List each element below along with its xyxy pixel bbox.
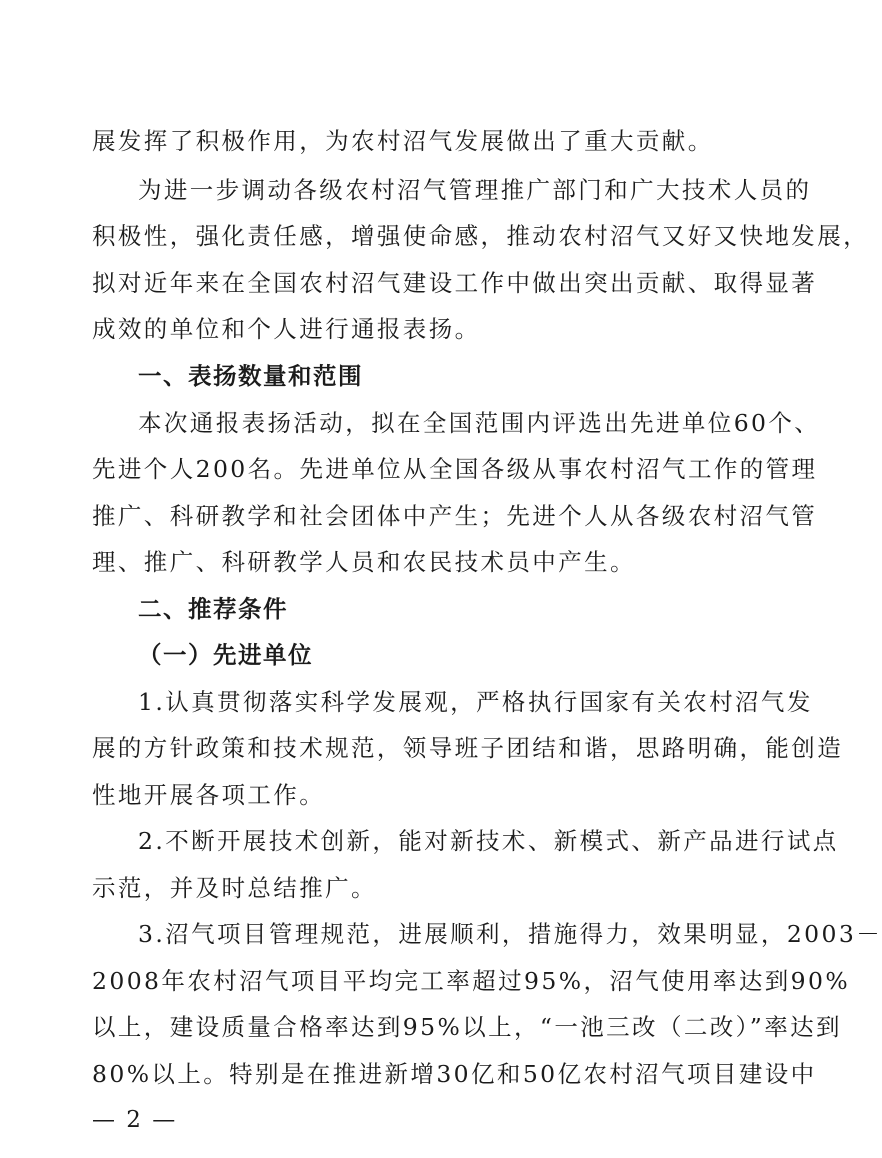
- paragraph-line: 2008年农村沼气项目平均完工率超过95%，沼气使用率达到90%: [92, 967, 851, 995]
- paragraph-line: 拟对近年来在全国农村沼气建设工作中做出突出贡献、取得显著: [92, 269, 818, 297]
- subsection-heading: （一）先进单位: [138, 641, 313, 669]
- paragraph-line: 展发挥了积极作用，为农村沼气发展做出了重大贡献。: [92, 127, 714, 155]
- paragraph-line: 1.认真贯彻落实科学发展观，严格执行国家有关农村沼气发: [138, 688, 813, 716]
- paragraph-line: 2.不断开展技术创新，能对新技术、新模式、新产品进行试点: [138, 827, 839, 855]
- section-heading: 二、推荐条件: [138, 595, 288, 623]
- paragraph-line: 理、推广、科研教学人员和农民技术员中产生。: [92, 548, 636, 576]
- page-number: — 2 —: [92, 1107, 178, 1133]
- paragraph-line: 先进个人200名。先进单位从全国各级从事农村沼气工作的管理: [92, 455, 818, 483]
- paragraph-line: 本次通报表扬活动，拟在全国范围内评选出先进单位60个、: [138, 409, 821, 437]
- paragraph-line: 3.沼气项目管理规范，进展顺利，措施得力，效果明显，2003－: [138, 920, 882, 948]
- paragraph-line: 性地开展各项工作。: [92, 781, 326, 809]
- paragraph-line: 展的方针政策和技术规范，领导班子团结和谐，思路明确，能创造: [92, 734, 844, 762]
- section-heading: 一、表扬数量和范围: [138, 362, 363, 390]
- paragraph-line: 积极性，强化责任感，增强使命感，推动农村沼气又好又快地发展，: [92, 222, 869, 250]
- paragraph-line: 以上，建设质量合格率达到95%以上，“一池三改（二改）”率达到: [92, 1013, 842, 1041]
- paragraph-line: 为进一步调动各级农村沼气管理推广部门和广大技术人员的: [138, 176, 812, 204]
- paragraph-line: 示范，并及时总结推广。: [92, 874, 377, 902]
- paragraph-line: 推广、科研教学和社会团体中产生；先进个人从各级农村沼气管: [92, 502, 818, 530]
- paragraph-line: 成效的单位和个人进行通报表扬。: [92, 315, 481, 343]
- paragraph-line: 80%以上。特别是在推进新增30亿和50亿农村沼气项目建设中: [92, 1060, 817, 1088]
